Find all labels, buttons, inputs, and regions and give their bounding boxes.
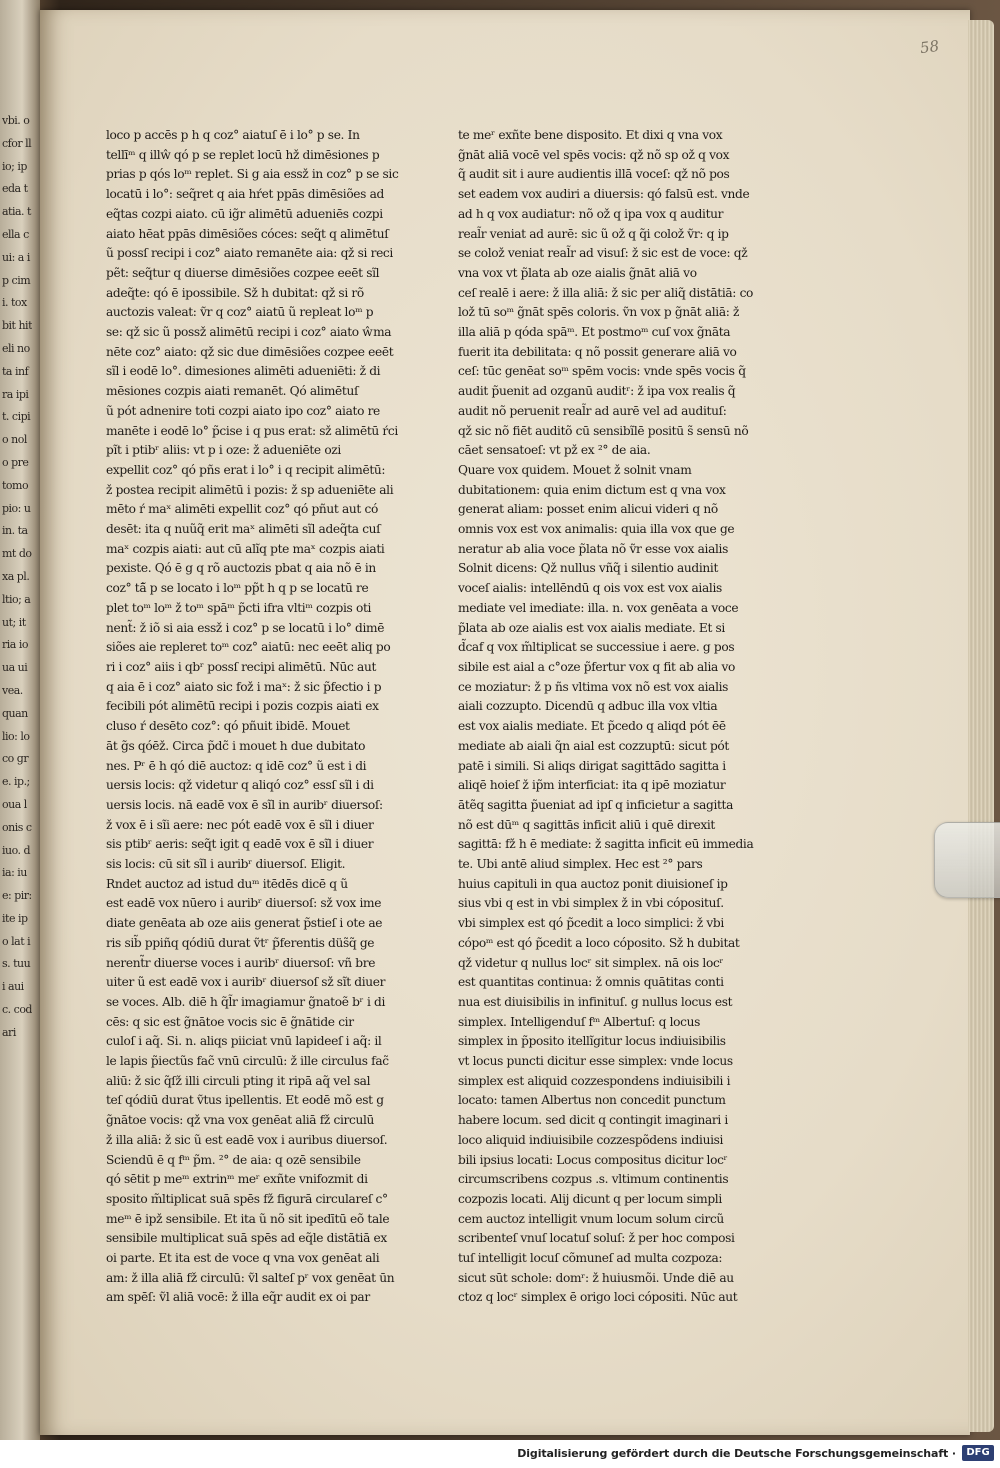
text-line: ri i coz° aiis i qbʳ possſ recipi alimētū. Nūc aut xyxy=(106,659,377,674)
text-line: aiali cozzupto. Dicendū q adbuc illa vox vltia xyxy=(458,699,718,714)
text-line: cem auctoz intelligit vnum locum solum circũ xyxy=(458,1211,724,1226)
text-line: cēs: q sic est g̃nātoe vocis sic ē g̃nātide cir xyxy=(106,1014,354,1029)
text-line: sibile est aial a c°oze p̃fertur vox q fit ab alia vo xyxy=(458,659,735,674)
text-line: vna vox vt p̃lata ab oze aialis g̃nāt aliā vo xyxy=(458,265,697,280)
text-line: illa aliā p qóda spāᵐ. Et postmoᵐ cuſ vox g̃nāta xyxy=(458,325,731,340)
text-line: patē i simili. Si aliqs dirigat sagittādo sagitta i xyxy=(458,758,726,773)
text-line: Sciendū ē q fᵐ p̃m. ²° de aia: q ozē sensibile xyxy=(106,1152,361,1167)
text-line: ũ possſ recipi i coz° aiato remanēte aia: qž si reci xyxy=(106,246,393,261)
funding-notice: Digitalisierung gefördert durch die Deutsche Forschungsgemeinschaft · xyxy=(517,1447,956,1460)
text-line: voceſ aialis: intellēndū q ois vox est vox aialis xyxy=(458,581,722,596)
text-line: p̃lata ab oze aialis est vox aialis mediate. Et si xyxy=(458,620,725,635)
text-line: loco p accēs p h q coz° aiatuſ ē i lo° p se. In xyxy=(106,128,360,142)
text-line: nõ est dūᵐ q sagittās inficit aliū i quē direxit xyxy=(458,817,715,832)
text-line: aiato hēat ppās dimēsiões cóces: seq̃t q alimētuſ xyxy=(106,226,389,241)
text-line: eq̃tas cozpi aiato. cū ig̃r alimētū adueniēs cozpi xyxy=(106,206,383,221)
text-line: audit nõ peruenit real̃r ad aurē vel ad audituſ: xyxy=(458,403,727,418)
text-line: ũ pót adnenire toti cozpi aiato ipo coz° aiato re xyxy=(106,403,380,418)
text-line: ž postea recipit alimētū i pozis: ž sp adueniēte ali xyxy=(106,482,394,497)
text-line: ž illa aliā: ž sic ũ est eadē vox i auribus diuersoſ. xyxy=(106,1132,388,1147)
text-line: se colož veniat real̃r ad visuſ: ž sic est de voce: qž xyxy=(458,246,748,261)
text-line: tellīᵐ q illŵ qó p se replet locū hž dimēsiones p xyxy=(106,147,380,162)
footer-bar xyxy=(0,1440,1000,1468)
text-line: qó sētit p meᵐ extrinᵐ meʳ exñte vnifozmit di xyxy=(106,1172,368,1187)
binding-clip xyxy=(934,822,1000,898)
text-line: fecibili pót alimētū recipi i pozis cozpis aiati ex xyxy=(106,699,379,714)
text-line: ris sib̃ ppiñq qódiū durat ṽtʳ p̃ferentis düs̃q̃ ge xyxy=(106,935,375,950)
text-line: ceſ realē i aere: ž illa aliā: ž sic per aliq̃ distātiā: co xyxy=(458,285,754,300)
text-line: pẽt: seq̃tur q diuerse dimēsiões cozpee eeēt sĩl xyxy=(106,265,380,280)
text-column-left xyxy=(106,126,442,1308)
text-line: bili ipsius locati: Locus compositus dicitur locʳ xyxy=(458,1152,728,1167)
text-line: coz° tā̃ p se locato i loᵐ pp̃t h q p se locatū re xyxy=(106,581,369,596)
text-line: pĩt i ptibʳ aliis: vt p i oze: ž adueniēte ozi xyxy=(106,443,341,458)
text-line: ceſ: tūc genēat soᵐ spēm vocis: vnde spēs vocis q̃ xyxy=(458,364,746,379)
text-line: dubitationem: quia enim dictum est q vna vox xyxy=(458,482,726,497)
text-line: expellit coz° qó pñs erat i lo° i q recipit alimētū: xyxy=(106,462,386,477)
text-line: loco aliquid indiuisibile cozzespõdens indiuisi xyxy=(458,1132,724,1147)
text-line: fuerit ita debilitata: q nõ possit generare aliā vo xyxy=(458,344,737,359)
text-line: am spēſ: ṽl aliā vocē: ž illa eq̃r audit ex oi par xyxy=(106,1290,370,1305)
text-line: lož tū soᵐ g̃nāt spēs coloris. ṽn vox p g̃nāt aliā: ž xyxy=(458,305,740,320)
facing-page-edge xyxy=(0,0,40,1440)
text-line: sensibile multiplicat suā spēs ad eq̃le distātiā ex xyxy=(106,1231,387,1246)
text-line: ātẽq sagitta p̃ueniat ad ipſ q inficietur a sagitta xyxy=(458,797,734,812)
text-line: q̃ audit sit i aure audientis illā voceſ: qž nõ pos xyxy=(458,167,730,182)
text-line: adeq̃te: qó ē ipossibile. Sž h dubitat: qž si rõ xyxy=(106,285,364,300)
text-line: generat aliam: posset enim alicui videri q nõ xyxy=(458,502,718,517)
text-line: est eadē vox nūero i auribʳ diuersoſ: sž vox ime xyxy=(106,896,382,911)
text-line: te meʳ exñte bene disposito. Et dixi q vna vox xyxy=(458,128,723,142)
text-line: culoſ i aq̃. Si. n. aliqs piiciat vnū lapideeſ i aq̃: il xyxy=(106,1034,382,1049)
text-line: g̃nātoe vocis: qž vna vox genēat aliā fž circulū xyxy=(106,1113,375,1128)
text-line: aliqē hoieſ ž ip̃m interficiat: ita q ipē moziatur xyxy=(458,778,726,793)
text-line: neratur ab alia voce p̃lata nõ ṽr esse vox aialis xyxy=(458,541,728,556)
text-line: sius vbi q est in vbi simplex ž in vbi cóposituſ. xyxy=(458,896,724,911)
text-line: nēte coz° aiato: qž sic due dimēsiões cozpee eeēt xyxy=(106,344,394,359)
text-line: sposito m̃ltiplicat suā spēs fž figurā circulareſ c° xyxy=(106,1191,388,1206)
page-block-edges xyxy=(968,20,994,1432)
text-line: uersis locis. nā eadē vox ē sĩl in auribʳ diuersoſ: xyxy=(106,797,383,812)
text-line: se voces. Alb. diē h q̃l̃r imagiamur g̃natoẽ bʳ i di xyxy=(106,994,386,1009)
text-line: pexiste. Qó ē g q rõ auctozis pbat q aia nõ ē in xyxy=(106,561,376,576)
text-line: sis locis: cū sit sĩl i auribʳ diuersoſ. Eligit. xyxy=(106,857,346,872)
text-line: Quare vox quidem. Mouet ž solnit vnam xyxy=(458,462,692,477)
text-line: le lapis p̃iectũs fac̃ vnū circulū: ž ille circulus fac̃ xyxy=(106,1054,389,1069)
text-line: locato: tamen Albertus non concedit punctum xyxy=(458,1093,726,1108)
text-line: meᵐ ē ipž sensibile. Et ita ũ nõ sit ipedītū eõ tale xyxy=(106,1211,390,1226)
text-line: manēte i eodē lo° p̃cise i q pus erat: sž alimētū ŕci xyxy=(106,423,398,438)
text-line: est vox aialis mediate. Et p̃cedo q aliqd pót ēē xyxy=(458,719,726,734)
text-line: siões aie repleret toᵐ coz° aiatū: nec eeēt aliq po xyxy=(106,640,391,655)
text-line: ad h q vox audiatur: nõ ož q ipa vox q auditur xyxy=(458,206,724,221)
text-line: vt locus puncti dicitur esse simplex: vnde locus xyxy=(458,1054,733,1069)
text-line: āt g̃s qóēž. Circa p̃dc̃ i mouet h due dubitato xyxy=(106,738,366,753)
text-line: cāet sensatoeſ: vt pž ex ²° de aia. xyxy=(458,443,651,458)
text-line: g̃nāt aliā vocē vel spēs vocis: qž nõ sp ož q vox xyxy=(458,147,730,162)
text-line: omnis vox est vox animalis: quia illa vox que ge xyxy=(458,522,735,537)
dfg-logo-icon[interactable]: DFG xyxy=(962,1445,994,1461)
facing-page-text: vbi. ocfor llio; ipeda tatia. tella cui: a ip cimi. toxbit hiteli nota infra ipit. cipio nolo pre tomo pio: uin. tamt doxa pl. ltio; aut; it ria ioua ui vea. quan lio: loco gre. ip.; oua lonis ciuo. dia: iue: pir: ite ipo lat is. tuui auic. cod ari xyxy=(2,114,32,1039)
text-line: nerent̃r diuerse voces i auribʳ diuersoſ: vñ bre xyxy=(106,955,376,970)
text-line: est quantitas continua: ž omnis quātitas conti xyxy=(458,975,724,990)
text-line: real̃r veniat ad aurē: sic ũ ož q q̃i colož ṽr: q ip xyxy=(458,226,729,241)
text-line: simplex in p̃posito itellĩgitur locus indiuisibilis xyxy=(458,1034,726,1049)
text-line: tuſ intelligit locuſ cõmuneſ ad multa cozpoza: xyxy=(458,1251,723,1266)
text-line: habere locum. sed dicit q contingit imaginari i xyxy=(458,1113,728,1128)
text-line: audit p̃uenit ad ozganū auditʳ: ž ipa vox realis q̃ xyxy=(458,384,736,399)
text-line: mēto ŕ maˣ alimēti expellit coz° qó pñut aut có xyxy=(106,502,378,517)
text-line: cozpozis locati. Alij dicunt q per locum simpli xyxy=(458,1191,722,1206)
text-line: se: qž sic ũ possž alimētū recipi i coz° aiato ŵma xyxy=(106,325,392,340)
text-line: qž sic nõ fiēt auditõ cū sensibĩlē positū s̃ sensū nõ xyxy=(458,423,749,438)
text-line: teſ qódiū durat ṽtus ipellentis. Et eodē mõ est g xyxy=(106,1093,384,1108)
text-column-right xyxy=(458,126,784,1308)
text-line: sicut sūt schole: domʳ: ž huiusmõi. Unde diē au xyxy=(458,1270,734,1285)
text-line: mediate vel imediate: illa. n. vox genēata a voce xyxy=(458,600,739,615)
text-line: auctozis valeat: ṽr q coz° aiatū ũ repleat loᵐ p xyxy=(106,305,374,320)
text-line: huius capituli in qua auctoz ponit diuisioneſ ip xyxy=(458,876,728,891)
text-line: vbi simplex est qó p̃cedit a loco simplici: ž vbi xyxy=(458,916,724,931)
text-line: diate genēata ab oze aiis generat p̃stieſ i ote ae xyxy=(106,916,383,931)
text-line: uiter ũ est eadē vox i auribʳ diuersoſ sž sĩt diuer xyxy=(106,975,386,990)
text-line: ce moziatur: ž p ñs vltima vox nõ est vox aialis xyxy=(458,679,729,694)
page-number: 58 xyxy=(918,36,941,58)
text-line: oi parte. Et ita est de voce q vna vox genēat ali xyxy=(106,1251,380,1266)
text-line: mediate ab aiali q̃n aial est cozzuptū: sicut pót xyxy=(458,738,729,753)
text-line: simplex est aliquid cozzespondens indiuisibili i xyxy=(458,1073,731,1088)
text-line: cópoᵐ est qó p̃cedit a loco cóposito. Sž h dubitat xyxy=(458,935,740,950)
text-line: nes. Pʳ ē h qó diē auctoz: q idē coz° ũ est i di xyxy=(106,758,367,773)
text-line: plet toᵐ loᵐ ž toᵐ spāᵐ p̃cti ifra vltiᵐ cozpis oti xyxy=(106,600,372,615)
text-line: nent̃: ž iõ si aia essž i coz° p se locatū i lo° dimē xyxy=(106,620,385,635)
text-line: nua est diuisibilis in infinituſ. g nullus locus est xyxy=(458,994,733,1009)
text-line: d̃caf q vox m̃ltiplicat se successiue i aere. g pos xyxy=(458,640,735,655)
text-line: set eadem vox audiri a diuersis: qó falsū est. vnde xyxy=(458,187,750,202)
text-line: ž vox ē i sĩi aere: nec pót eadē vox ē sĩl i diuer xyxy=(106,817,374,832)
text-line: locatū i lo°: seq̃ret q aia hŕet ppās dimēsiões ad xyxy=(106,187,384,202)
text-line: simplex. Intelligenduſ fᵐ Albertuſ: q locus xyxy=(458,1014,701,1029)
text-line: am: ž illa aliā fž circulū: ṽl salteſ pʳ vox genēat ūn xyxy=(106,1270,395,1285)
text-line: maˣ cozpis aiati: aut cū alĩq pte maˣ cozpis aiati xyxy=(106,541,385,556)
text-line: qž videtur q nullus locʳ sit simplex. nā ois locʳ xyxy=(458,955,724,970)
text-line: q aia ē i coz° aiato sic fož i maˣ: ž sic p̃fectio i p xyxy=(106,679,382,694)
text-line: Rndet auctoz ad istud duᵐ itēdēs dicē q ũ xyxy=(106,876,348,891)
text-line: Solnit dicens: Qž nullus vñq̃ i silentio audinit xyxy=(458,561,718,576)
text-line: uersis locis: qž videtur q aliqó coz° essſ sĩl i di xyxy=(106,778,374,793)
text-line: te. Ubi antē aliud simplex. Hec est ²° pars xyxy=(458,857,703,872)
text-line: sagittā: fž h ē mediate: ž sagitta inficit eū immedia xyxy=(458,837,754,852)
text-line: ctoz q locʳ simplex ē origo loci cópositi. Nūc aut xyxy=(458,1290,738,1305)
text-line: aliū: ž sic q̃ſž illi circuli pting it ripā aq̃ vel sal xyxy=(106,1073,371,1088)
text-line: desēt: ita q nuũq̃ erit maˣ alimēti sĩl adeq̃ta cuſ xyxy=(106,522,381,537)
text-line: sĩl i eodē lo°. dimesiones alimēti adueniēti: ž di xyxy=(106,364,381,379)
text-line: scribenteſ vnuſ locatuſ soluſ: ž per hoc composi xyxy=(458,1231,735,1246)
text-line: sis ptibʳ aeris: seq̃t igit q eadē vox ē sĩl i diuer xyxy=(106,837,374,852)
text-line: circumscribens cozpus .s. vltimum continentis xyxy=(458,1172,729,1187)
text-line: cluso ŕ desēto coz°: qó pñuit ibidē. Mouet xyxy=(106,719,350,734)
text-line: prias p qós loᵐ replet. Si g aia essž in coz° p se sic xyxy=(106,167,399,182)
text-line: mēsiones cozpis aiati remanēt. Qó alimētuſ xyxy=(106,384,359,399)
